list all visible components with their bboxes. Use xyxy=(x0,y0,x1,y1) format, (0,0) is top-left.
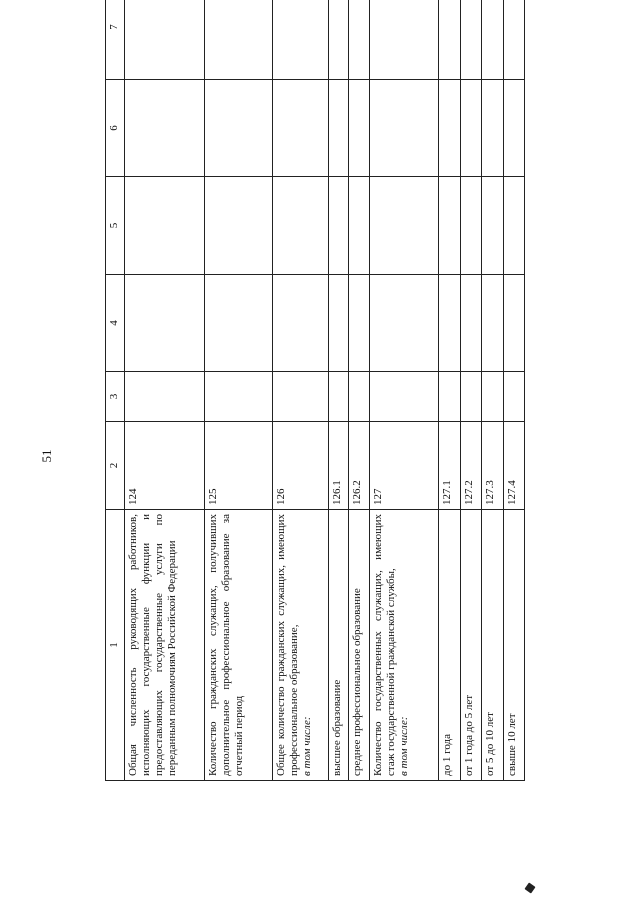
row-code: 127.4 xyxy=(503,422,525,510)
row-label: Количество гражданских служащих, получивших дополнительное профессиональное образование за отчетный период xyxy=(204,510,272,781)
row-label xyxy=(272,510,328,781)
row-label xyxy=(369,510,438,781)
table-row xyxy=(349,0,369,781)
page-number: 51 xyxy=(39,449,54,463)
row-code: 126.1 xyxy=(329,422,349,510)
rotated-table-container xyxy=(105,0,525,781)
table-row xyxy=(482,0,503,781)
row-label: среднее профессиональное образование xyxy=(349,510,369,781)
row-label: свыше 10 лет xyxy=(503,510,525,781)
row-code: 127.1 xyxy=(439,422,460,510)
row-label: высшее образование xyxy=(329,510,349,781)
row-label: от 1 года до 5 лет xyxy=(460,510,481,781)
table-row xyxy=(503,0,525,781)
table-row xyxy=(460,0,481,781)
table-row xyxy=(329,0,349,781)
table-row xyxy=(125,0,205,781)
row-code: 127.2 xyxy=(460,422,481,510)
column-header: 7 xyxy=(106,0,125,80)
row-code: 127.3 xyxy=(482,422,503,510)
table-row xyxy=(439,0,460,781)
row-code: 125 xyxy=(204,422,272,510)
row-note: в том числе: xyxy=(397,716,410,776)
column-header: 3 xyxy=(106,372,125,422)
row-code: 127 xyxy=(369,422,438,510)
ink-mark xyxy=(524,882,535,893)
data-table xyxy=(105,0,525,781)
column-header: 2 xyxy=(106,422,125,510)
row-label: до 1 года xyxy=(439,510,460,781)
row-code: 124 xyxy=(125,422,205,510)
row-code: 126.2 xyxy=(349,422,369,510)
table-row xyxy=(204,0,272,781)
row-code: 126 xyxy=(272,422,328,510)
column-header: 4 xyxy=(106,275,125,372)
table-row xyxy=(272,0,328,781)
column-header: 6 xyxy=(106,80,125,177)
table-header-row xyxy=(106,0,125,781)
row-label: Общая численность руководящих работников, исполняющих государственные функции и предоставляющих государственные услуги по переданным полномочиям Российской Федерации xyxy=(125,510,205,781)
row-label: от 5 до 10 лет xyxy=(482,510,503,781)
row-label-text: Количество государственных служащих, имеющих стаж государственной гражданской службы, xyxy=(371,514,397,776)
table-row xyxy=(369,0,438,781)
column-header: 5 xyxy=(106,177,125,275)
row-label-text: Общее количество гражданских служащих, имеющих профессиональное образование, xyxy=(274,514,300,776)
column-header: 1 xyxy=(106,510,125,781)
row-note: в том числе: xyxy=(300,716,313,776)
